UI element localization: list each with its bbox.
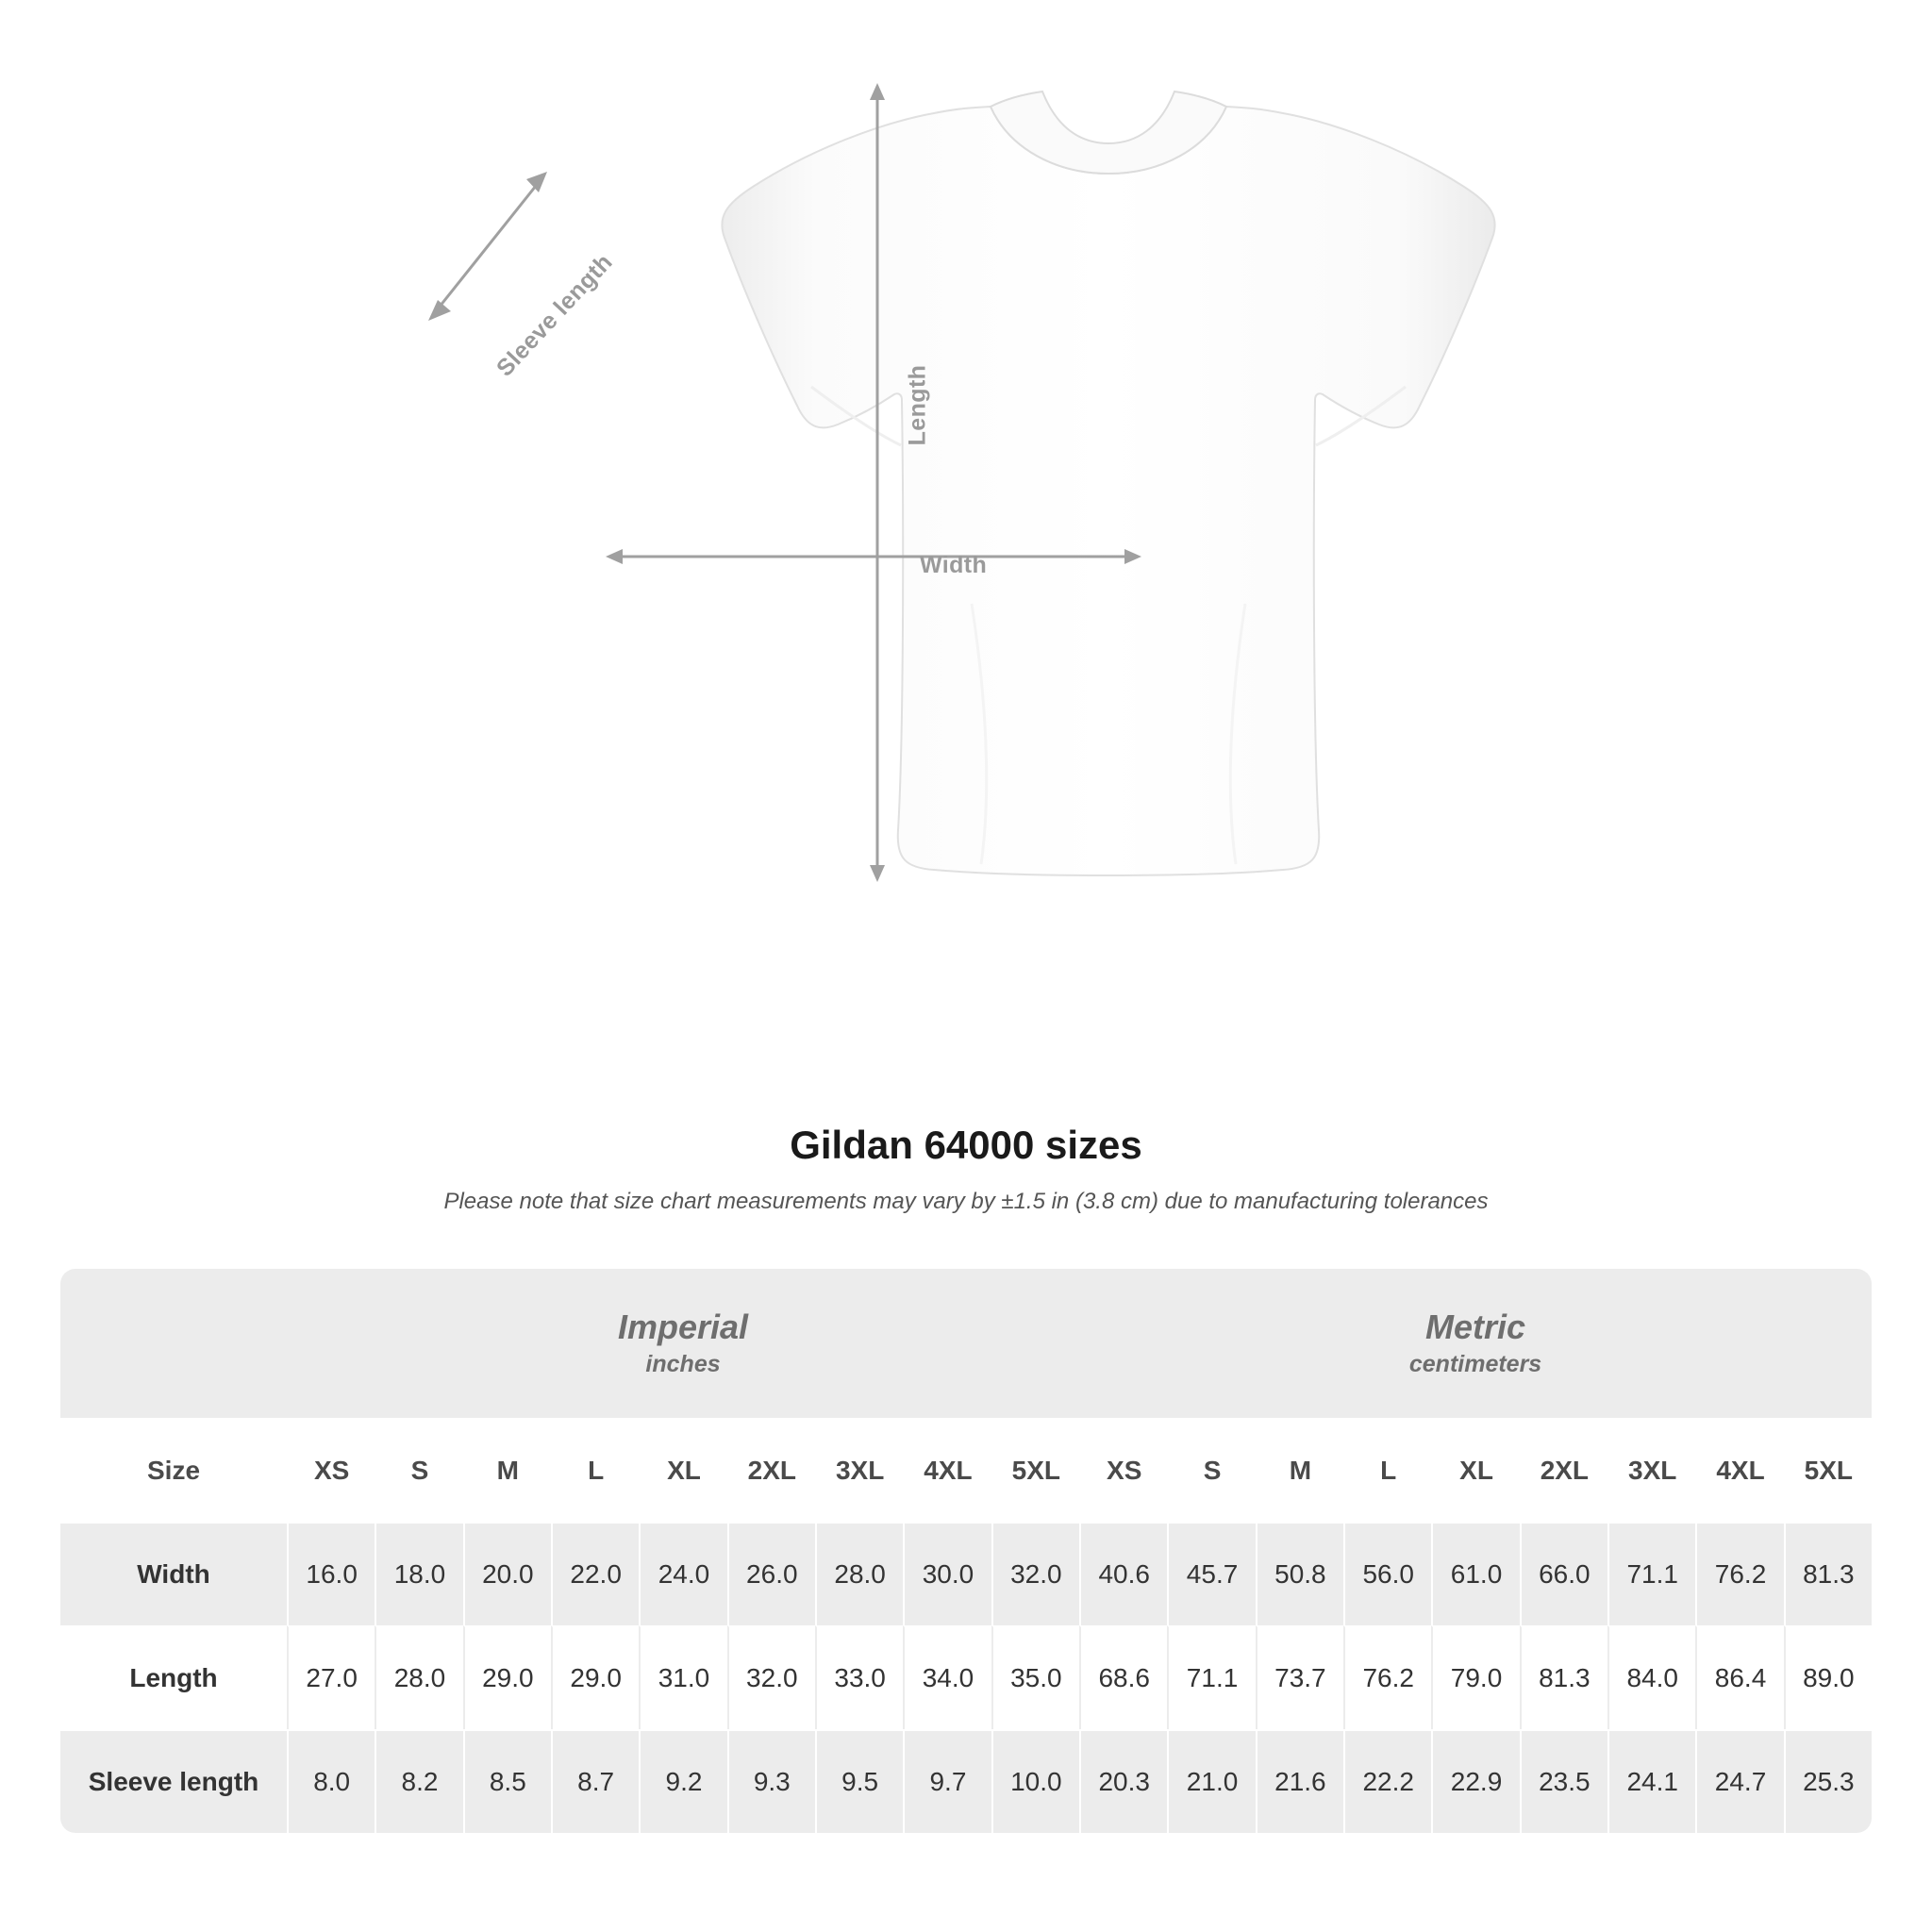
cell-sleeve-5xl-in: 10.0 bbox=[991, 1729, 1079, 1833]
table-row-sleeve-length bbox=[60, 1729, 1872, 1833]
size-table bbox=[60, 1269, 1872, 1833]
cell-sleeve-4xl-cm: 24.7 bbox=[1695, 1729, 1783, 1833]
cell-length-xl-in: 31.0 bbox=[639, 1625, 726, 1729]
header-col-xs-cm: XS bbox=[1079, 1418, 1167, 1522]
cell-length-m-cm: 73.7 bbox=[1256, 1625, 1343, 1729]
cell-sleeve-m-cm: 21.6 bbox=[1256, 1729, 1343, 1833]
header-col-l-cm: L bbox=[1343, 1418, 1431, 1522]
header-col-5xl-cm: 5XL bbox=[1784, 1418, 1872, 1522]
cell-length-l-in: 29.0 bbox=[551, 1625, 639, 1729]
header-col-5xl-in: 5XL bbox=[991, 1418, 1079, 1522]
cell-length-xl-cm: 79.0 bbox=[1431, 1625, 1519, 1729]
cell-length-m-in: 29.0 bbox=[463, 1625, 551, 1729]
cell-width-4xl-in: 30.0 bbox=[903, 1522, 991, 1625]
cell-length-4xl-in: 34.0 bbox=[903, 1625, 991, 1729]
header-col-3xl-cm: 3XL bbox=[1607, 1418, 1695, 1522]
header-col-2xl-cm: 2XL bbox=[1520, 1418, 1607, 1522]
tolerance-note: Please note that size chart measurements may vary by ±1.5 in (3.8 cm) due to manufacturing tolerances bbox=[443, 1189, 1489, 1214]
header-col-3xl-in: 3XL bbox=[815, 1418, 903, 1522]
cell-length-5xl-cm: 89.0 bbox=[1784, 1625, 1872, 1729]
cell-sleeve-2xl-cm: 23.5 bbox=[1520, 1729, 1607, 1833]
cell-width-5xl-in: 32.0 bbox=[991, 1522, 1079, 1625]
cell-width-4xl-cm: 76.2 bbox=[1695, 1522, 1783, 1625]
cell-sleeve-5xl-cm: 25.3 bbox=[1784, 1729, 1872, 1833]
title-block bbox=[0, 1123, 1932, 1215]
label-sleeve-length: Sleeve length bbox=[491, 248, 618, 382]
cell-length-xs-cm: 68.6 bbox=[1079, 1625, 1167, 1729]
cell-width-2xl-in: 26.0 bbox=[727, 1522, 815, 1625]
unit-group-metric-label: Metric bbox=[1425, 1307, 1526, 1346]
label-length: Length bbox=[904, 364, 931, 446]
cell-width-3xl-in: 28.0 bbox=[815, 1522, 903, 1625]
length-arrow-bottom bbox=[870, 865, 885, 882]
unit-corner-cell bbox=[60, 1269, 287, 1418]
cell-sleeve-s-cm: 21.0 bbox=[1167, 1729, 1255, 1833]
cell-sleeve-xl-cm: 22.9 bbox=[1431, 1729, 1519, 1833]
cell-sleeve-xs-in: 8.0 bbox=[287, 1729, 375, 1833]
row-label-width: Width bbox=[60, 1522, 287, 1625]
sleeve-arrow-top bbox=[526, 172, 547, 192]
header-col-xl-cm: XL bbox=[1431, 1418, 1519, 1522]
shirt-body-path bbox=[722, 107, 1494, 875]
cell-width-2xl-cm: 66.0 bbox=[1520, 1522, 1607, 1625]
cell-width-xs-cm: 40.6 bbox=[1079, 1522, 1167, 1625]
cell-width-m-cm: 50.8 bbox=[1256, 1522, 1343, 1625]
length-arrow-top bbox=[870, 83, 885, 100]
unit-group-imperial bbox=[287, 1269, 1079, 1418]
cell-width-xs-in: 16.0 bbox=[287, 1522, 375, 1625]
cell-width-l-cm: 56.0 bbox=[1343, 1522, 1431, 1625]
label-width: Width bbox=[920, 552, 988, 578]
header-col-s-in: S bbox=[375, 1418, 462, 1522]
cell-sleeve-s-in: 8.2 bbox=[375, 1729, 462, 1833]
cell-sleeve-xs-cm: 20.3 bbox=[1079, 1729, 1167, 1833]
sleeve-line bbox=[436, 181, 540, 311]
cell-sleeve-3xl-cm: 24.1 bbox=[1607, 1729, 1695, 1833]
cell-sleeve-2xl-in: 9.3 bbox=[727, 1729, 815, 1833]
cell-sleeve-4xl-in: 9.7 bbox=[903, 1729, 991, 1833]
cell-length-xs-in: 27.0 bbox=[287, 1625, 375, 1729]
table-row-length bbox=[60, 1625, 1872, 1729]
header-col-xs-in: XS bbox=[287, 1418, 375, 1522]
header-size: Size bbox=[60, 1418, 287, 1522]
header-col-xl-in: XL bbox=[639, 1418, 726, 1522]
cell-length-2xl-cm: 81.3 bbox=[1520, 1625, 1607, 1729]
unit-group-metric bbox=[1079, 1269, 1872, 1418]
size-table-wrapper bbox=[60, 1269, 1872, 1833]
unit-group-imperial-sub: inches bbox=[645, 1351, 721, 1377]
cell-length-3xl-in: 33.0 bbox=[815, 1625, 903, 1729]
cell-length-s-in: 28.0 bbox=[375, 1625, 462, 1729]
cell-sleeve-xl-in: 9.2 bbox=[639, 1729, 726, 1833]
unit-group-metric-sub: centimeters bbox=[1408, 1351, 1542, 1377]
cell-width-l-in: 22.0 bbox=[551, 1522, 639, 1625]
cell-width-xl-cm: 61.0 bbox=[1431, 1522, 1519, 1625]
header-col-2xl-in: 2XL bbox=[727, 1418, 815, 1522]
header-col-l-in: L bbox=[551, 1418, 639, 1522]
cell-width-xl-in: 24.0 bbox=[639, 1522, 726, 1625]
width-arrow-left bbox=[606, 549, 623, 564]
table-row-width bbox=[60, 1522, 1872, 1625]
unit-header-row bbox=[60, 1269, 1872, 1418]
header-col-4xl-cm: 4XL bbox=[1695, 1418, 1783, 1522]
header-col-m-in: M bbox=[463, 1418, 551, 1522]
header-col-s-cm: S bbox=[1167, 1418, 1255, 1522]
unit-group-imperial-label: Imperial bbox=[618, 1307, 749, 1346]
cell-length-3xl-cm: 84.0 bbox=[1607, 1625, 1695, 1729]
cell-width-m-in: 20.0 bbox=[463, 1522, 551, 1625]
cell-sleeve-m-in: 8.5 bbox=[463, 1729, 551, 1833]
cell-length-4xl-cm: 86.4 bbox=[1695, 1625, 1783, 1729]
cell-width-5xl-cm: 81.3 bbox=[1784, 1522, 1872, 1625]
cell-width-3xl-cm: 71.1 bbox=[1607, 1522, 1695, 1625]
page-title: Gildan 64000 sizes bbox=[790, 1123, 1142, 1167]
row-label-sleeve-length: Sleeve length bbox=[60, 1729, 287, 1833]
header-col-m-cm: M bbox=[1256, 1418, 1343, 1522]
header-col-4xl-in: 4XL bbox=[903, 1418, 991, 1522]
cell-sleeve-3xl-in: 9.5 bbox=[815, 1729, 903, 1833]
row-label-length: Length bbox=[60, 1625, 287, 1729]
cell-length-5xl-in: 35.0 bbox=[991, 1625, 1079, 1729]
cell-width-s-cm: 45.7 bbox=[1167, 1522, 1255, 1625]
column-header-row bbox=[60, 1418, 1872, 1522]
sleeve-arrow-bottom bbox=[428, 300, 451, 321]
cell-length-2xl-in: 32.0 bbox=[727, 1625, 815, 1729]
cell-width-s-in: 18.0 bbox=[375, 1522, 462, 1625]
cell-length-l-cm: 76.2 bbox=[1343, 1625, 1431, 1729]
cell-sleeve-l-in: 8.7 bbox=[551, 1729, 639, 1833]
cell-sleeve-l-cm: 22.2 bbox=[1343, 1729, 1431, 1833]
cell-length-s-cm: 71.1 bbox=[1167, 1625, 1255, 1729]
